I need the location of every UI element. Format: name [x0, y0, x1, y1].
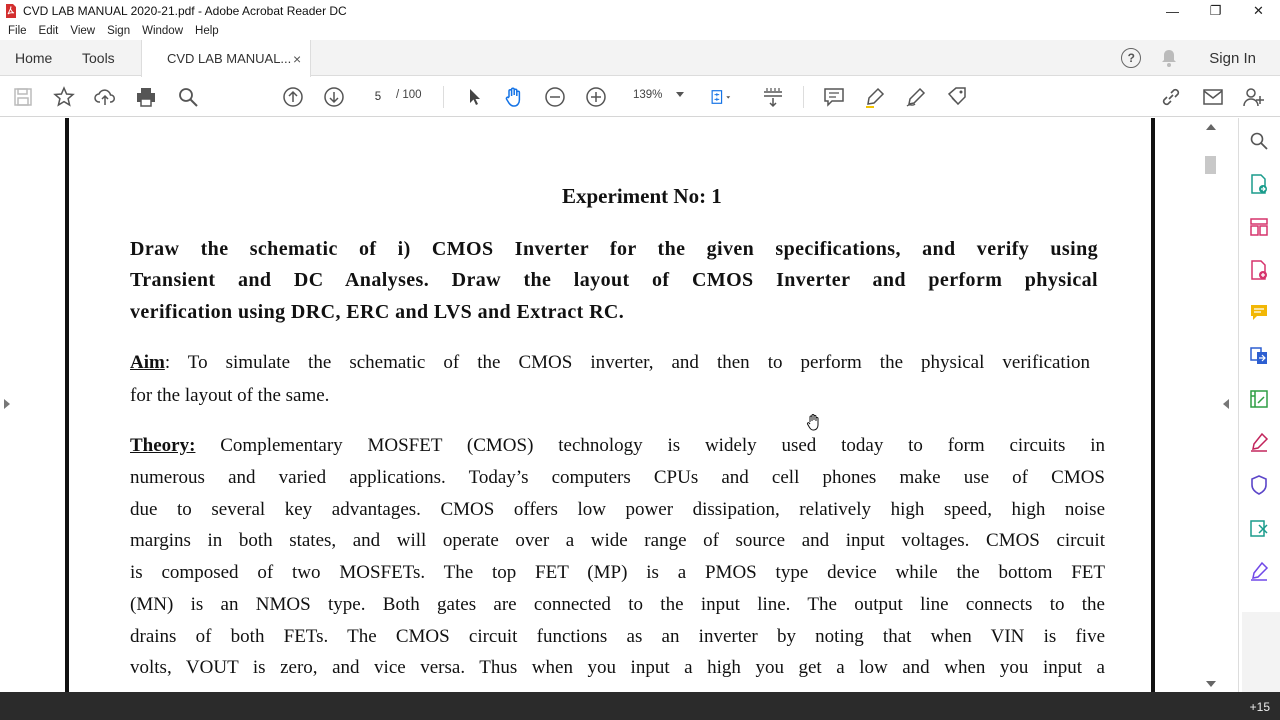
theory-line: is composed of two MOSFETs. The top FET (MP) is a PMOS type device while the bottom FET	[130, 562, 1105, 583]
tab-close-icon[interactable]: ×	[293, 50, 302, 67]
create-pdf-icon[interactable]	[1249, 260, 1269, 280]
page-total: / 100	[396, 89, 422, 101]
help-icon[interactable]: ?	[1121, 48, 1141, 68]
heading-line: verification using DRC, ERC and LVS and Extract RC.	[130, 301, 625, 323]
comment-tool-icon[interactable]	[1249, 303, 1269, 323]
vertical-scrollbar[interactable]	[1202, 118, 1220, 692]
aim-paragraph	[130, 352, 1090, 374]
heading-line: Transient and DC Analyses. Draw the layout of CMOS Inverter and perform physical	[130, 269, 1098, 291]
draw-sign-icon[interactable]	[905, 86, 927, 108]
left-panel-toggle-icon[interactable]	[4, 399, 10, 409]
edit-pdf-icon[interactable]	[1249, 389, 1269, 409]
zoom-in-icon[interactable]	[585, 86, 607, 108]
zoom-level[interactable]: 139%	[633, 89, 663, 101]
toolbar-divider	[803, 86, 804, 108]
select-arrow-icon[interactable]	[463, 86, 485, 108]
request-signature-icon[interactable]	[1249, 561, 1269, 581]
combine-files-icon[interactable]	[1249, 346, 1269, 366]
window-title: CVD LAB MANUAL 2020-21.pdf - Adobe Acrobat Reader DC	[23, 4, 347, 18]
sign-in-button[interactable]: Sign In	[1209, 49, 1256, 67]
title-bar	[0, 0, 1280, 22]
menu-window[interactable]: Window	[142, 25, 184, 37]
compress-pdf-icon[interactable]	[1249, 518, 1269, 538]
aim-text-line: for the layout of the same.	[130, 385, 330, 406]
print-icon[interactable]	[135, 86, 157, 108]
scroll-thumb[interactable]	[1205, 156, 1216, 174]
theory-line: due to several key advantages. CMOS offers low power dissipation, relatively high speed, high noise	[130, 499, 1105, 520]
fill-sign-icon[interactable]	[1249, 432, 1269, 452]
scroll-up-icon[interactable]	[1206, 124, 1216, 130]
previous-page-icon[interactable]	[282, 86, 304, 108]
heading-line: Draw the schematic of i) CMOS Inverter for the given specifications, and verify using	[130, 238, 1098, 260]
menu-edit[interactable]: Edit	[38, 25, 59, 37]
share-link-icon[interactable]	[1160, 86, 1182, 108]
comment-icon[interactable]	[823, 86, 845, 108]
hand-cursor-icon	[806, 413, 822, 431]
highlight-pen-icon[interactable]	[864, 86, 886, 108]
save-icon[interactable]	[12, 86, 34, 108]
theory-line: volts, VOUT is zero, and vice versa. Thus when you input a high you get a low and when you input a	[130, 657, 1105, 678]
next-page-icon[interactable]	[323, 86, 345, 108]
add-user-icon[interactable]	[1243, 86, 1265, 108]
restore-button[interactable]: ❐	[1209, 3, 1222, 18]
scroll-down-icon[interactable]	[1206, 681, 1216, 687]
bell-icon[interactable]	[1159, 48, 1179, 68]
toolbar-divider	[443, 86, 444, 108]
theory-line: (MN) is an NMOS type. Both gates are connected to the input line. The output line connects to the	[130, 594, 1105, 615]
theory-line: numerous and varied applications. Today’s computers CPUs and cell phones make use of CMOS	[130, 467, 1105, 488]
sidebar-more-tools[interactable]	[1242, 612, 1280, 692]
zoom-search-icon[interactable]	[1249, 131, 1269, 151]
close-window-button[interactable]: ✕	[1253, 3, 1264, 18]
aim-label: Aim	[130, 352, 165, 373]
zoom-out-icon[interactable]	[544, 86, 566, 108]
page-number-input[interactable]	[364, 88, 392, 106]
theory-line: drains of both FETs. The CMOS circuit functions as an inverter by noting that when VIN is five	[130, 626, 1105, 647]
tab-tools[interactable]: Tools	[82, 50, 115, 66]
acrobat-icon	[5, 4, 17, 18]
hand-tool-icon[interactable]	[503, 86, 525, 108]
search-icon[interactable]	[177, 86, 199, 108]
stamp-tag-icon[interactable]	[946, 86, 968, 108]
tab-home[interactable]: Home	[15, 50, 53, 66]
scroll-mode-icon[interactable]	[762, 86, 784, 108]
upload-cloud-icon[interactable]	[94, 86, 116, 108]
menu-help[interactable]: Help	[195, 25, 219, 37]
menu-sign[interactable]: Sign	[107, 25, 131, 37]
window-controls	[1151, 0, 1280, 22]
tab-document-label: CVD LAB MANUAL...	[167, 51, 292, 66]
experiment-title: Experiment No: 1	[562, 184, 722, 208]
fit-page-icon[interactable]	[709, 86, 731, 108]
tab-bar	[0, 40, 1280, 76]
status-count: +15	[1249, 700, 1270, 714]
email-icon[interactable]	[1202, 86, 1224, 108]
header-right	[1121, 40, 1280, 76]
menu-view[interactable]: View	[70, 25, 96, 37]
theory-text: Complementary MOSFET (CMOS) technology is widely used today to form circuits in	[195, 435, 1105, 456]
export-pdf-icon[interactable]	[1249, 174, 1269, 194]
theory-line: margins in both states, and will operate over a wide range of source and input voltages. CMOS circuit	[130, 530, 1105, 551]
menu-file[interactable]: File	[8, 25, 27, 37]
minimize-button[interactable]: —	[1166, 3, 1179, 19]
tab-document[interactable]	[141, 40, 311, 77]
theory-label: Theory:	[130, 435, 196, 456]
theory-paragraph	[130, 435, 1105, 457]
menu-bar	[0, 22, 1280, 40]
right-panel-toggle-icon[interactable]	[1223, 399, 1229, 409]
status-bar	[0, 692, 1280, 720]
organize-pages-icon[interactable]	[1249, 217, 1269, 237]
aim-text: : To simulate the schematic of the CMOS inverter, and then to perform the physical verification	[164, 352, 1090, 373]
bookmark-star-icon[interactable]	[53, 86, 75, 108]
zoom-dropdown-icon[interactable]	[676, 92, 684, 97]
protect-shield-icon[interactable]	[1249, 475, 1269, 495]
